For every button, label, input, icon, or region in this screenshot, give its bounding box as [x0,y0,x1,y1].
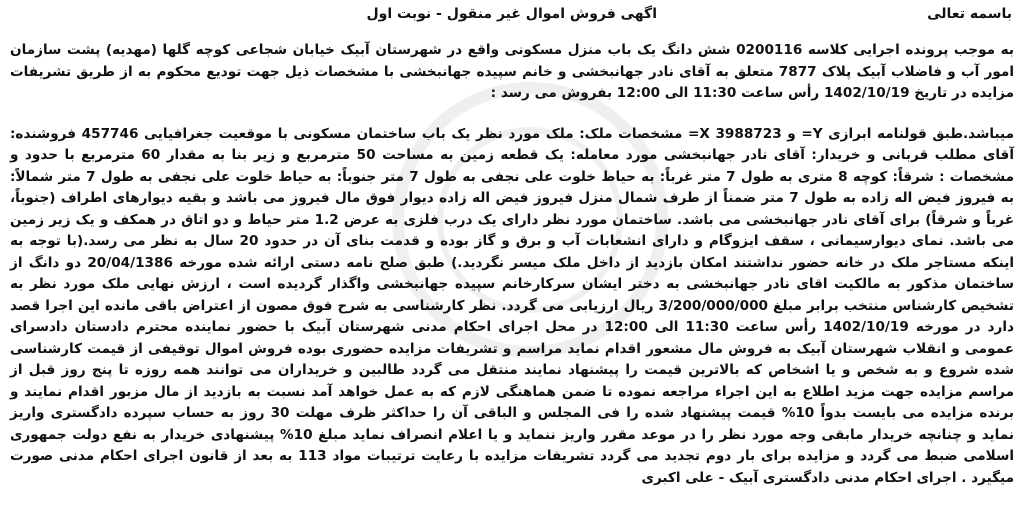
basmala: باسمه تعالی [927,6,1012,22]
notice-body [10,40,1014,489]
details-paragraph: میباشد.طبق قولنامه ابرازی Y= و 3988723 X= مشخصات ملک: ملک مورد نظر یک باب ساختمان مسکونی با موقعیت جغرافیایی 457746 فروشنده: آقای مطلب قربانی و خریدار: آقای نادر جهانبخشی مورد معامله: یک قطعه زمین به مساحت 50 مترمربع و زیر بنا به مقدار 60 مترمربع با حدود و مشخصات : شرقاً: کوچه 8 متری به طول 7 متر غرباً: به حیاط خلوت علی نجفی به طول 7 متر جنوباً: به حیاط خلوت علی نجفی به طول 7 متر شمالاً: به فیروز فیض اله زاده به طول 7 متر ضمناً از طرف شمال منزل فیروز فیض اله زاده دیوار فوق مال فیروز می باشد و بقیه دیوارهای اطراف (جنوباً، غرباً و شرقاً) برای آقای نادر جهانبخشی می باشد. ساختمان مورد نظر دارای یک درب فلزی به عرض 1.2 متر حیاط و دو اتاق در همکف و یک زیر زمین می باشد. نمای دیوارسیمانی ، سقف ایزوگام و دارای انشعابات آب و برق و گاز بوده و قدمت بنای آن در حدود 20 سال به نظر می رسد.(با توجه به اینکه مستاجر ملک در خانه حضور نداشتند امکان بازدید از داخل ملک میسر نگردید.) طبق صلح نامه دستی ارائه شده مورخه 20/04/1386 دو دانگ از ساختمان مذکور به مالکیت اقای نادر جهانبخشی به دختر ایشان سرکارخانم سپیده جهانبخشی واگذار گردیده است ، ارزش نهایی ملک مورد نظر به تشخیص کارشناس منتخب برابر مبلغ 3/200/000/000 ریال ارزیابی می گردد. نظر کارشناسی به شرح فوق مصون از اعتراض باقی مانده این اجرا قصد دارد در مورخه 1402/10/19 رأس ساعت 11:30 الی 12:00 در محل اجرای احکام مدنی شهرستان آبیک با حضور نماینده محترم دادستان دادسرای عمومی و انقلاب شهرستان آبیک به فروش مال مشعور اقدام نماید مراسم و تشریفات مزایده حضوری بوده فروش اموال توقیفی از قیمت کارشناسی شده شروع و به شخص و یا اشخاص که بالاترین قیمت را پیشنهاد نمایند منتقل می گردد طالبین و خریداران می توانند همه روزه تا پنج روز قبل از مراسم مزایده جهت مزید اطلاع به این اجراء مراجعه نموده تا ضمن هماهنگی لازم که به عمل خواهد آمد نسبت به بازدید از مال مزبور اقدام نمایند و برنده مزایده می بایست بدواً 10% قیمت پیشنهاد شده را فی المجلس و الباقی آن را حداکثر ظرف مهلت 30 روز به حساب سپرده دادگستری واریز نماید و چنانچه خریدار مابقی وجه مورد نظر را در موعد مقرر واریز ننماید و یا اعلام انصراف نماید مبلغ 10% پیشنهادی خریدار به نفع دولت جمهوری اسلامی ضبط می گردد و مزایده برای بار دوم تجدید می گردد تشریفات مزایده با رعایت ترتیبات مواد 113 به بعد از قانون اجرای احکام مدنی صورت میگیرد . اجرای احکام مدنی دادگستری آبیک - علی اکبری [10,125,1015,486]
notice-title: اگهی فروش اموال غیر منقول - نوبت اول [366,6,657,22]
notice-header [12,6,1012,30]
paragraph-gap [10,105,1014,124]
intro-paragraph: به موجب پرونده اجرایی کلاسه 0200116 شش دانگ یک باب منزل مسکونی واقع در شهرستان آبیک خیابان شجاعی کوچه گلها (مهدیه) پشت سازمان امور آب و فاضلاب آبیک پلاک 7877 متعلق به آقای نادر جهانبخشی و خانم سپیده جهانبخشی با مشخصات ذیل جهت تودیع محکوم به از طریق تشریفات مزایده در تاریخ 1402/10/19 رأس ساعت 11:30 الی 12:00 بفروش می رسد : [10,42,1014,101]
